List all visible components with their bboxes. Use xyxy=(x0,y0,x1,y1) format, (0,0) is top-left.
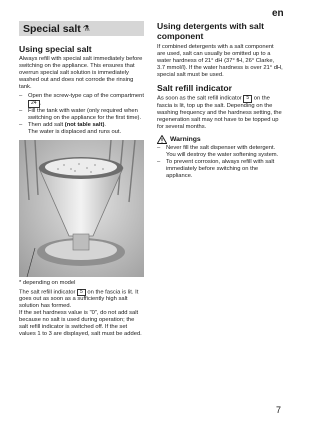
left-column xyxy=(19,21,144,338)
hardness-paragraph: If the set hardness value is "0", do not add salt because no salt is used during operation; the salt refill indicator is switched off. If the set values 1 to 3 are displayed, salt must be added. xyxy=(19,310,142,338)
reference-number: 24 xyxy=(28,100,40,108)
detergents-paragraph: If combined detergents with a salt component are used, salt can usually be omitted up to a water hardness of 21° dH (37° fH, 26° Clarke, 3.7 mmol/l). If the water hardness is over 21° dH, special salt must be used. xyxy=(157,44,283,78)
section-title-using-special-salt: Using special salt xyxy=(19,44,92,54)
warning-triangle-icon xyxy=(157,135,167,144)
steps-list xyxy=(19,93,144,129)
list-item: – Never fill the salt dispenser with detergent. You will destroy the water softening system. xyxy=(157,145,283,159)
section-banner xyxy=(19,21,144,36)
list-item: – Open the screw-type cap of the compartment 24 . xyxy=(19,93,144,108)
salt-grains xyxy=(45,158,117,175)
section-title-salt-refill-indicator: Salt refill indicator xyxy=(157,83,232,93)
language-code: en xyxy=(272,8,284,19)
list-item: – Fill the tank with water (only required when switching on the appliance for the first time). xyxy=(19,108,144,122)
indicator-paragraph: The salt refill indicator 5 on the fascia is lit. It goes out as soon as a sufficiently high salt solution has formed. xyxy=(19,288,139,310)
warnings-heading xyxy=(157,135,283,144)
warnings-title: Warnings xyxy=(170,135,201,143)
funnel-spout xyxy=(73,234,89,250)
salt-filling-illustration xyxy=(19,140,144,277)
reference-number: 5 xyxy=(243,95,252,103)
section-title-detergents-with-salt: Using detergents with salt component xyxy=(157,21,264,41)
intro-paragraph: Always refill with special salt immediately before switching on the appliance. This ensures that overrun special salt solution is immediately washed out and does not corrode the rinsing tank. xyxy=(19,56,143,90)
right-column xyxy=(157,21,283,180)
list-item: – Then add salt (not table salt). xyxy=(19,122,144,129)
reference-number: 5 xyxy=(77,289,86,297)
footnote: * depending on model xyxy=(19,279,76,286)
refill-indicator-paragraph: As soon as the salt refill indicator 5 on the fascia is lit, top up the salt. Depending on the washing frequency and the hardness setting, the regeneration salt may not have to be topped up for several months. xyxy=(157,95,282,130)
list-item: – To prevent corrosion, always refill with salt immediately before switching on the appliance. xyxy=(157,159,283,180)
step-note: The water is displaced and runs out. xyxy=(28,128,122,135)
page-number: 7 xyxy=(276,405,282,415)
salt-symbol-icon: ⚗ xyxy=(82,24,90,33)
funnel-illustration-svg xyxy=(19,140,144,277)
banner-title: Special salt xyxy=(23,23,81,35)
warnings-list xyxy=(157,145,283,180)
